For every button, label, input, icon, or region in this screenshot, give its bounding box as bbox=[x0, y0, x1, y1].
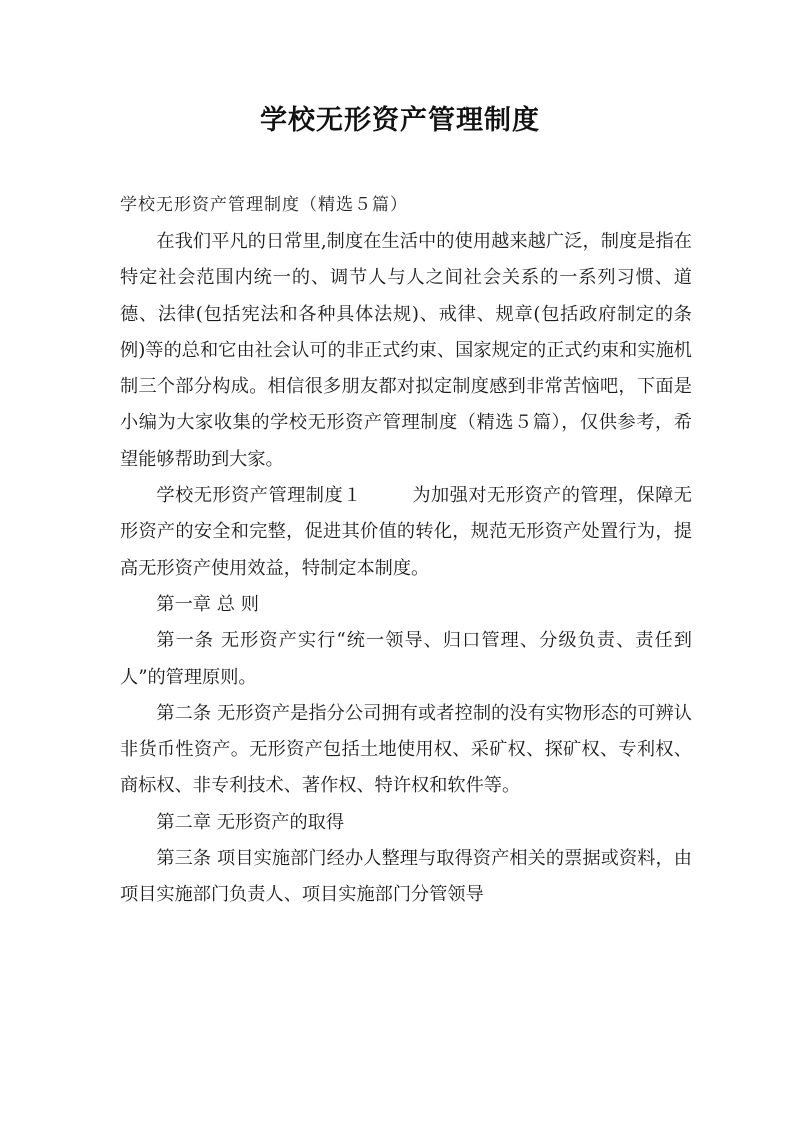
chapter-heading-1: 第一章 总 则 bbox=[156, 593, 259, 615]
section-heading: 学校无形资产管理制度１ bbox=[156, 485, 362, 507]
document-body bbox=[120, 224, 692, 914]
intro-paragraph: 在我们平凡的日常里,制度在生活中的使用越来越广泛，制度是指在特定社会范围内统一的、调节人与人之间社会关系的一系列习惯、道德、法律(包括宪法和各种具体法规)、戒律、规章(包括政府制定的条例)等的总和它由社会认可的非正式约束、国家规定的正式约束和实施机制三个部分构成。相信很多朋友都对拟定制度感到非常苦恼吧，下面是小编为大家收集的学校无形资产管理制度（精选５篇），仅供参考，希望能够帮助到大家。 bbox=[120, 231, 692, 470]
section-text: 为加强对无形资产的管理，保障无形资产的安全和完整，促进其价值的转化，规范无形资产处置行为，提高无形资产使用效益，特制定本制度。 bbox=[120, 485, 692, 579]
document-title: 学校无形资产管理制度 bbox=[260, 105, 540, 136]
chapter-heading-2: 第二章 无形资产的取得 bbox=[156, 811, 345, 833]
article-paragraph-2: 第二条 无形资产是指分公司拥有或者控制的没有实物形态的可辨认非货币性资产。无形资产包括土地使用权、采矿权、探矿权、专利权、商标权、非专利技术、著作权、特许权和软件等。 bbox=[120, 702, 692, 797]
article-paragraph-3: 第三条 项目实施部门经办人整理与取得资产相关的票据或资料，由项目实施部门负责人、项目实施部门分管领导 bbox=[120, 848, 692, 906]
section-paragraph bbox=[120, 478, 692, 587]
document-subtitle: 学校无形资产管理制度（精选５篇） bbox=[120, 195, 408, 215]
article-paragraph-1: 第一条 无形资产实行“统一领导、归口管理、分级负责、责任到人”的管理原则。 bbox=[120, 630, 692, 688]
